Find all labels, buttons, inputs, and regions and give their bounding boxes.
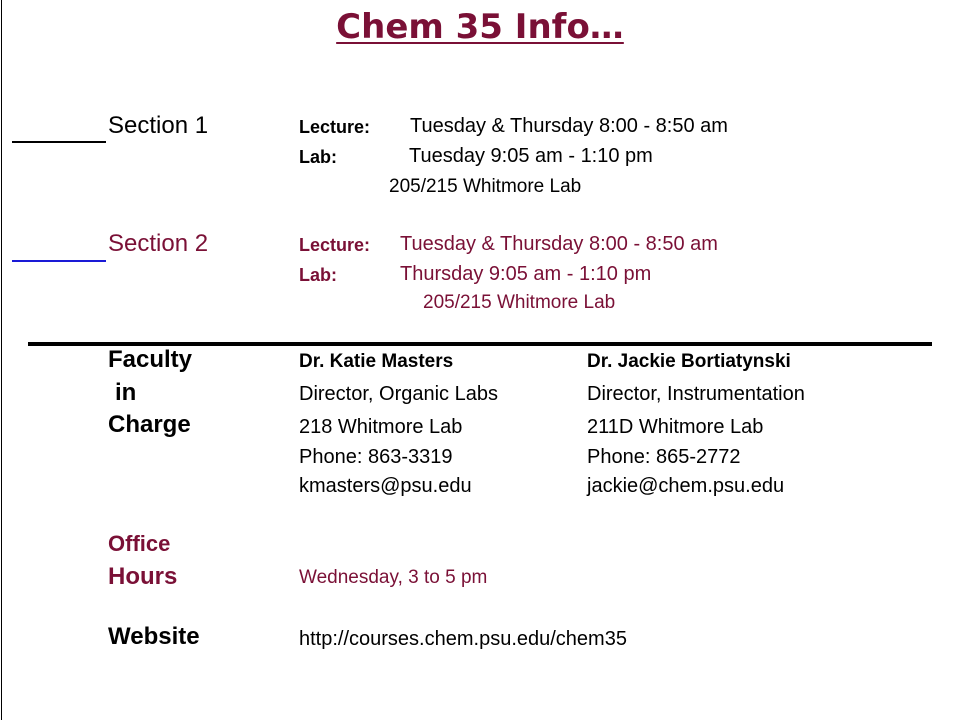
page-title: Chem 35 Info… — [336, 7, 624, 47]
section-1-lab-label: Lab: — [299, 147, 337, 167]
section-1-lecture-label: Lecture: — [299, 117, 371, 137]
office-hours-label-line-2: Hours — [108, 563, 178, 590]
faculty-1-office: 218 Whitmore Lab — [299, 416, 463, 438]
section-1-lecture-text: Tuesday & Thursday 8:00 - 8:50 am — [410, 115, 728, 137]
faculty-label-line-1: Faculty — [108, 346, 193, 373]
faculty-label-line-2: in — [115, 379, 137, 406]
office-hours-value: Wednesday, 3 to 5 pm — [299, 567, 488, 588]
section-1-lab-text: Tuesday 9:05 am - 1:10 pm — [409, 145, 653, 167]
faculty-1-email: kmasters@psu.edu — [299, 475, 472, 497]
website-label: Website — [108, 623, 200, 650]
faculty-label-line-3: Charge — [108, 411, 191, 438]
faculty-1-phone: Phone: 863-3319 — [299, 446, 453, 468]
section-1-label: Section 1 — [108, 112, 209, 139]
faculty-2-office: 211D Whitmore Lab — [587, 416, 764, 438]
faculty-1-name: Dr. Katie Masters — [299, 351, 454, 372]
faculty-2-email: jackie@chem.psu.edu — [587, 475, 785, 497]
section-2-location: 205/215 Whitmore Lab — [423, 292, 616, 313]
section-2-label: Section 2 — [108, 230, 209, 257]
faculty-1-title: Director, Organic Labs — [299, 383, 498, 405]
faculty-2-name: Dr. Jackie Bortiatynski — [587, 351, 791, 372]
section-1-location: 205/215 Whitmore Lab — [389, 176, 582, 197]
faculty-2-phone: Phone: 865-2772 — [587, 446, 741, 468]
section-2-lecture-text: Tuesday & Thursday 8:00 - 8:50 am — [400, 233, 718, 255]
section-2-lab-text: Thursday 9:05 am - 1:10 pm — [400, 263, 652, 285]
section-1-blank-line — [12, 141, 106, 143]
section-2-blank-line — [12, 260, 106, 262]
section-2-lab-label: Lab: — [299, 265, 337, 285]
website-url[interactable]: http://courses.chem.psu.edu/chem35 — [299, 628, 627, 650]
slide-left-border — [1, 0, 2, 720]
office-hours-label-line-1: Office — [108, 531, 171, 556]
faculty-2-title: Director, Instrumentation — [587, 383, 805, 405]
section-2-lecture-label: Lecture: — [299, 235, 371, 255]
